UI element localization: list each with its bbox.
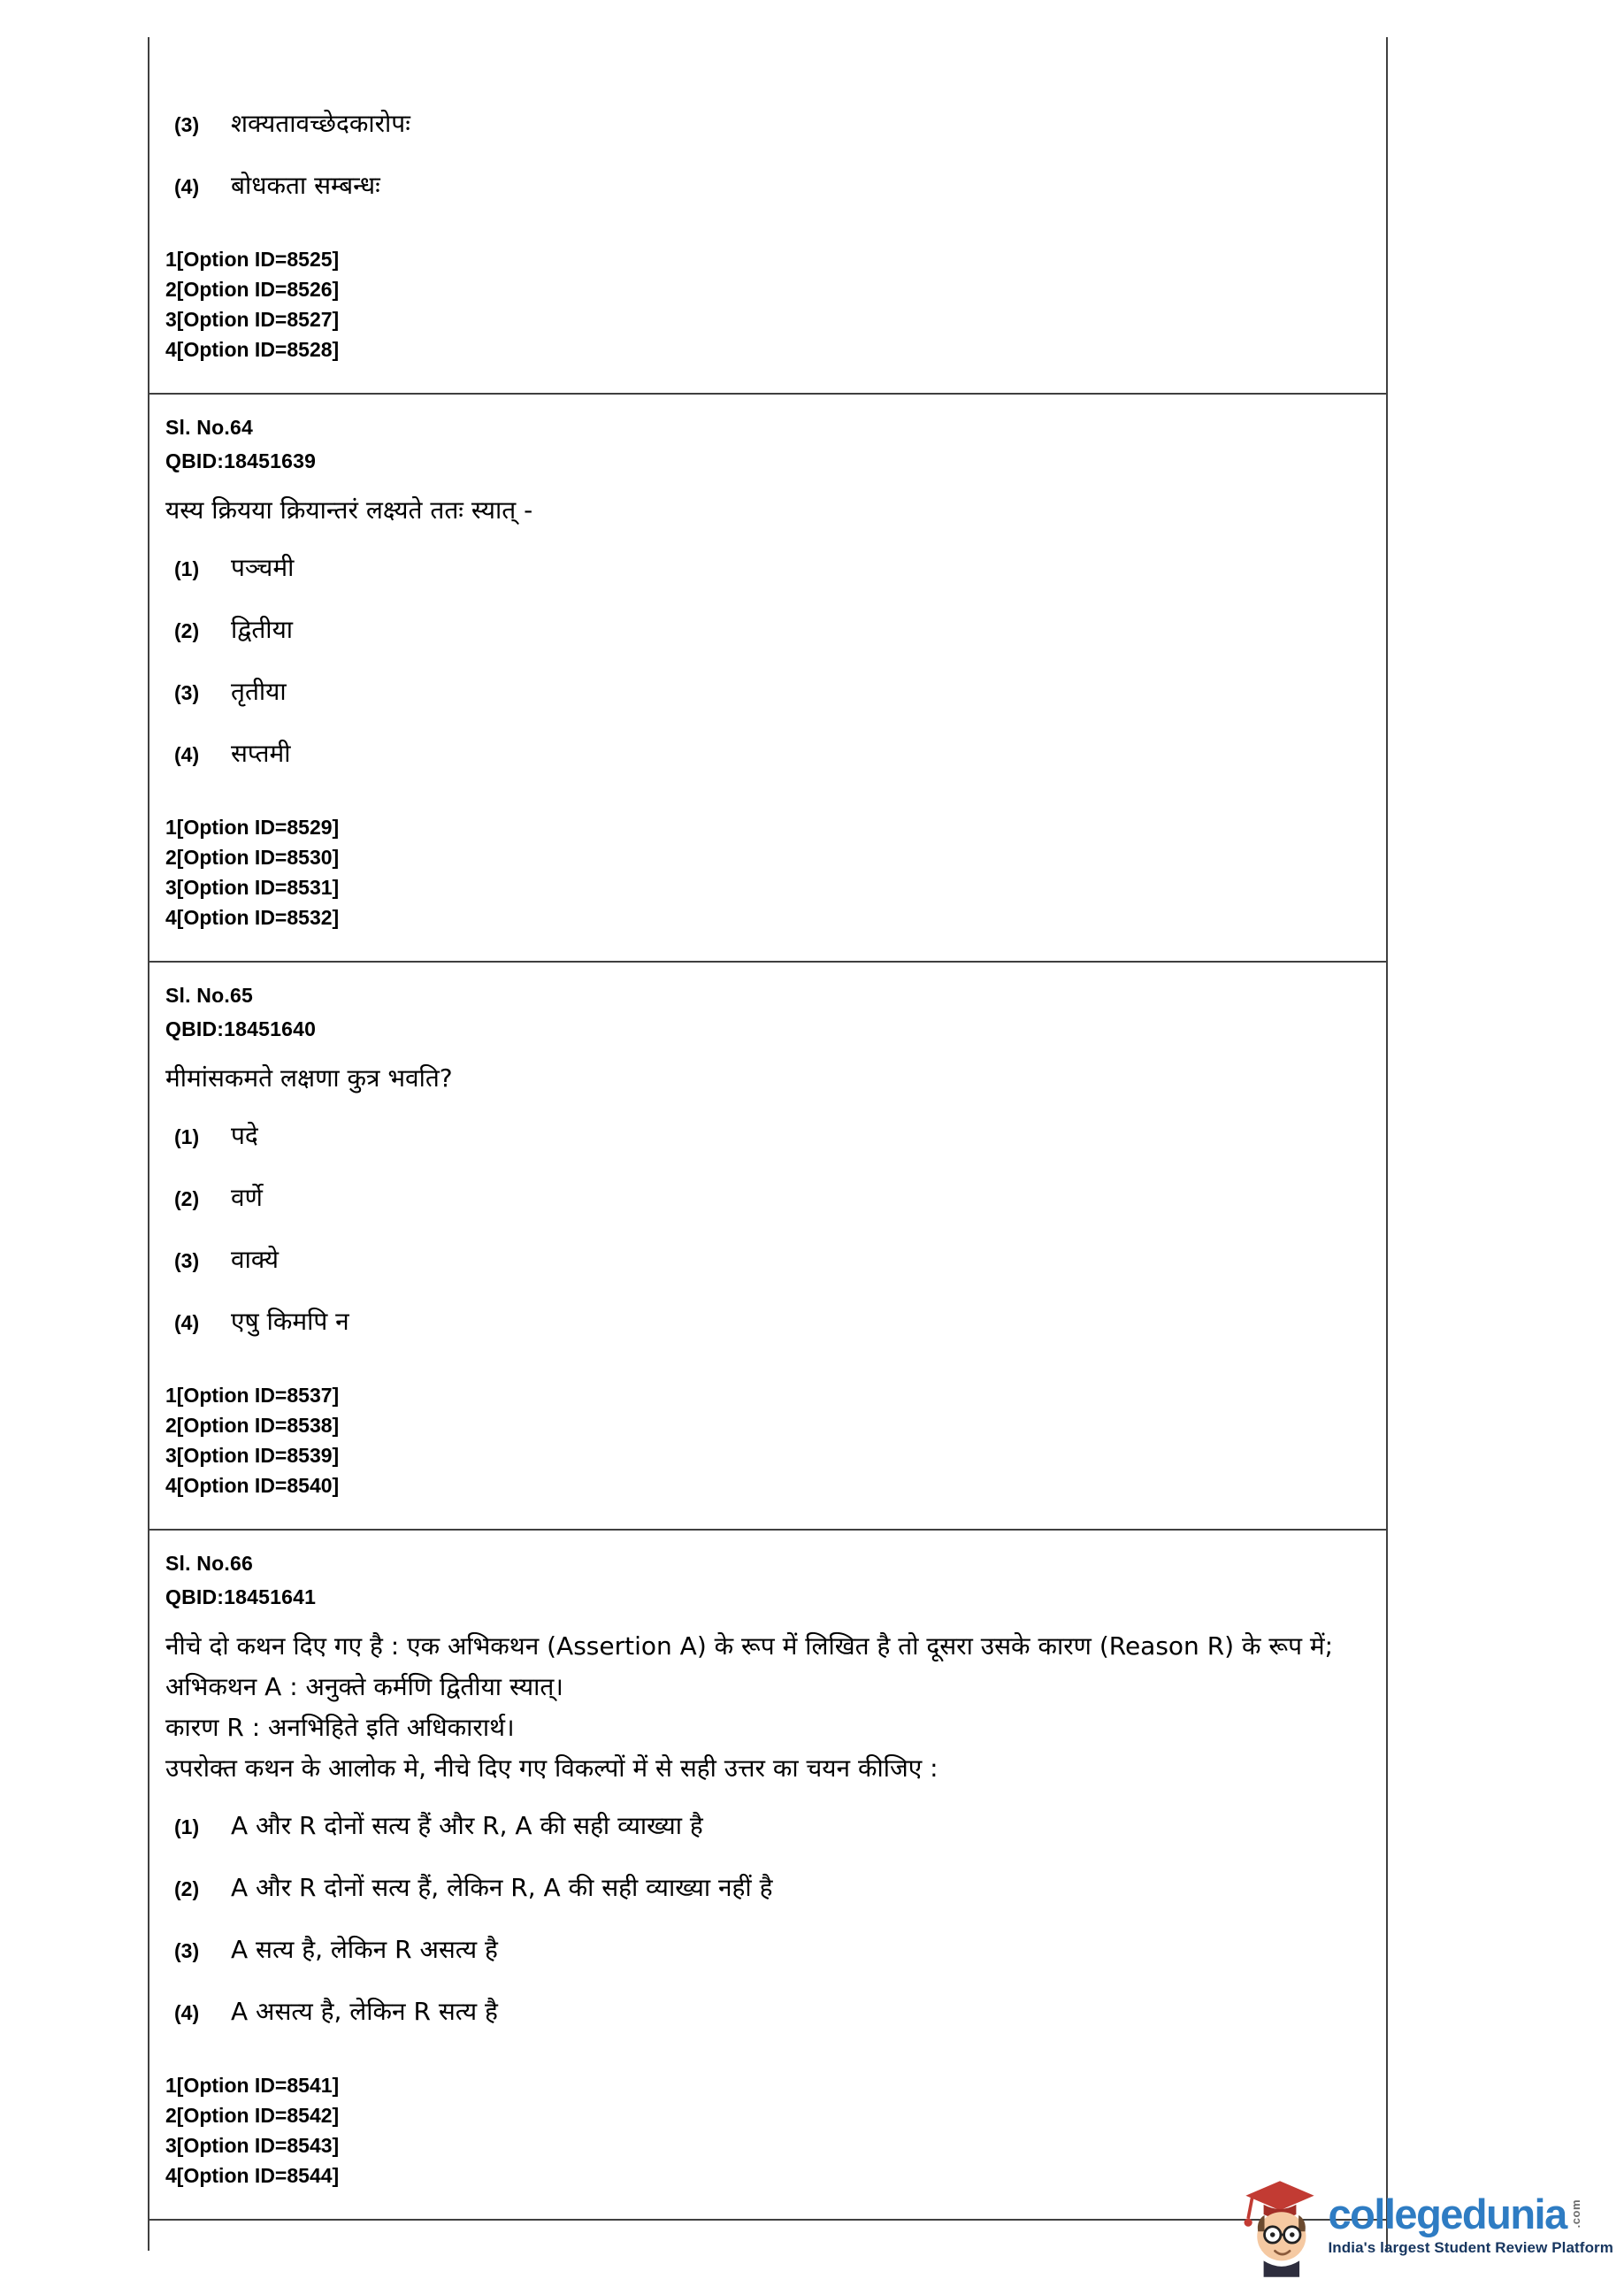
option-id-line: 4[Option ID=8540]	[165, 1474, 340, 1497]
option-text: द्वितीया	[231, 615, 294, 644]
option-id-line: 1[Option ID=8529]	[165, 816, 340, 839]
option-id-line: 3[Option ID=8539]	[165, 1444, 340, 1467]
option-row	[165, 1118, 1370, 1154]
option-number: (2)	[174, 1187, 200, 1210]
option-number: (1)	[174, 1815, 200, 1838]
option-text: A और R दोनों सत्य हैं, लेकिन R, A की सही व्याख्या नहीं है	[231, 1873, 773, 1902]
option-id-block	[165, 244, 1370, 364]
option-number: (2)	[174, 619, 200, 642]
options-list	[165, 1808, 1370, 2030]
option-row	[165, 106, 1370, 142]
option-text: तृतीया	[231, 677, 287, 706]
option-text: शक्यतावच्छेदकारोपः	[231, 109, 410, 138]
option-row	[165, 1808, 1370, 1844]
option-number: (1)	[174, 1125, 200, 1148]
option-row	[165, 550, 1370, 586]
options-list	[165, 106, 1370, 203]
qbid: QBID:18451640	[165, 1017, 317, 1040]
question-text	[165, 490, 1342, 531]
option-row	[165, 674, 1370, 710]
option-row	[165, 1932, 1370, 1968]
option-number: (3)	[174, 113, 200, 136]
option-row	[165, 1180, 1370, 1216]
brand-domain-suffix: .com	[1568, 2198, 1582, 2228]
option-id-line: 2[Option ID=8530]	[165, 846, 340, 869]
option-number: (4)	[174, 175, 200, 198]
option-id-block	[165, 2070, 1370, 2191]
question-line: मीमांसकमते लक्षणा कुत्र भवति?	[165, 1063, 453, 1093]
option-text: पदे	[231, 1121, 258, 1150]
option-text: वाक्ये	[231, 1245, 280, 1274]
question-line: यस्य क्रियया क्रियान्तरं लक्ष्यते ततः स्यात् -	[165, 495, 533, 525]
option-row	[165, 1870, 1370, 1906]
option-id-line: 1[Option ID=8525]	[165, 248, 340, 271]
qbid: QBID:18451641	[165, 1585, 317, 1608]
question-section-65	[149, 961, 1386, 1529]
option-row	[165, 736, 1370, 771]
option-id-line: 1[Option ID=8537]	[165, 1384, 340, 1407]
option-id-block	[165, 812, 1370, 932]
option-row	[165, 612, 1370, 648]
option-number: (3)	[174, 1249, 200, 1272]
option-id-line: 2[Option ID=8538]	[165, 1414, 340, 1437]
option-text: सप्तमी	[231, 739, 291, 768]
logo-text	[1328, 2192, 1613, 2257]
question-section-64	[149, 393, 1386, 961]
option-text: A असत्य है, लेकिन R सत्य है	[231, 1997, 498, 2026]
option-id-line: 3[Option ID=8543]	[165, 2134, 340, 2157]
option-number: (1)	[174, 557, 200, 580]
option-id-block	[165, 1380, 1370, 1500]
option-id-line: 2[Option ID=8526]	[165, 278, 340, 301]
question-line: उपरोक्त कथन के आलोक मे, नीचे दिए गए विकल्पों में से सही उत्तर का चयन कीजिए :	[165, 1753, 938, 1783]
question-section-66	[149, 1529, 1386, 2219]
brand-name: collegedunia	[1328, 2190, 1567, 2237]
option-id-line: 4[Option ID=8532]	[165, 906, 340, 929]
option-text: पञ्चमी	[231, 553, 295, 582]
qbid: QBID:18451639	[165, 449, 317, 472]
question-text	[165, 1058, 1342, 1099]
option-number: (4)	[174, 1311, 200, 1334]
question-text	[165, 1626, 1342, 1789]
question-line: नीचे दो कथन दिए गए है : एक अभिकथन (Assertion A) के रूप में लिखित है तो दूसरा उसके कारण (Reason R) के रूप में;	[165, 1631, 1334, 1661]
option-number: (3)	[174, 1939, 200, 1962]
collegedunia-logo	[1239, 2171, 1613, 2277]
serial-number: Sl. No.66	[165, 1552, 253, 1575]
serial-number: Sl. No.64	[165, 416, 253, 439]
options-list	[165, 1118, 1370, 1339]
question-table	[148, 37, 1388, 2221]
option-id-line: 3[Option ID=8527]	[165, 308, 340, 331]
option-row	[165, 1994, 1370, 2030]
serial-number: Sl. No.65	[165, 984, 253, 1007]
question-line: अभिकथन A : अनुक्ते कर्मणि द्वितीया स्यात्।	[165, 1672, 563, 1701]
option-text: वर्णे	[231, 1183, 263, 1212]
option-id-line: 1[Option ID=8541]	[165, 2074, 340, 2097]
option-text: A सत्य है, लेकिन R असत्य है	[231, 1935, 498, 1964]
option-number: (4)	[174, 2001, 200, 2024]
option-row	[165, 1304, 1370, 1339]
option-row	[165, 168, 1370, 203]
option-id-line: 3[Option ID=8531]	[165, 876, 340, 899]
option-number: (3)	[174, 681, 200, 704]
option-text: एषु किमपि न	[231, 1307, 349, 1336]
option-id-line: 4[Option ID=8528]	[165, 338, 340, 361]
option-text: बोधकता सम्बन्धः	[231, 171, 380, 200]
option-text: A और R दोनों सत्य हैं और R, A की सही व्याख्या है	[231, 1811, 703, 1840]
question-line: कारण R : अनभिहिते इति अधिकारार्थ।	[165, 1713, 515, 1742]
option-number: (4)	[174, 743, 200, 766]
graduate-mascot-icon	[1239, 2171, 1321, 2277]
option-row	[165, 1242, 1370, 1278]
option-number: (2)	[174, 1877, 200, 1900]
table-border-stub-left	[148, 2219, 149, 2251]
brand-tagline: India's largest Student Review Platform	[1328, 2238, 1613, 2256]
options-list	[165, 550, 1370, 771]
brand-row	[1328, 2192, 1613, 2237]
option-id-line: 2[Option ID=8542]	[165, 2104, 340, 2127]
question-section-partial	[149, 37, 1386, 393]
option-id-line: 4[Option ID=8544]	[165, 2164, 340, 2187]
